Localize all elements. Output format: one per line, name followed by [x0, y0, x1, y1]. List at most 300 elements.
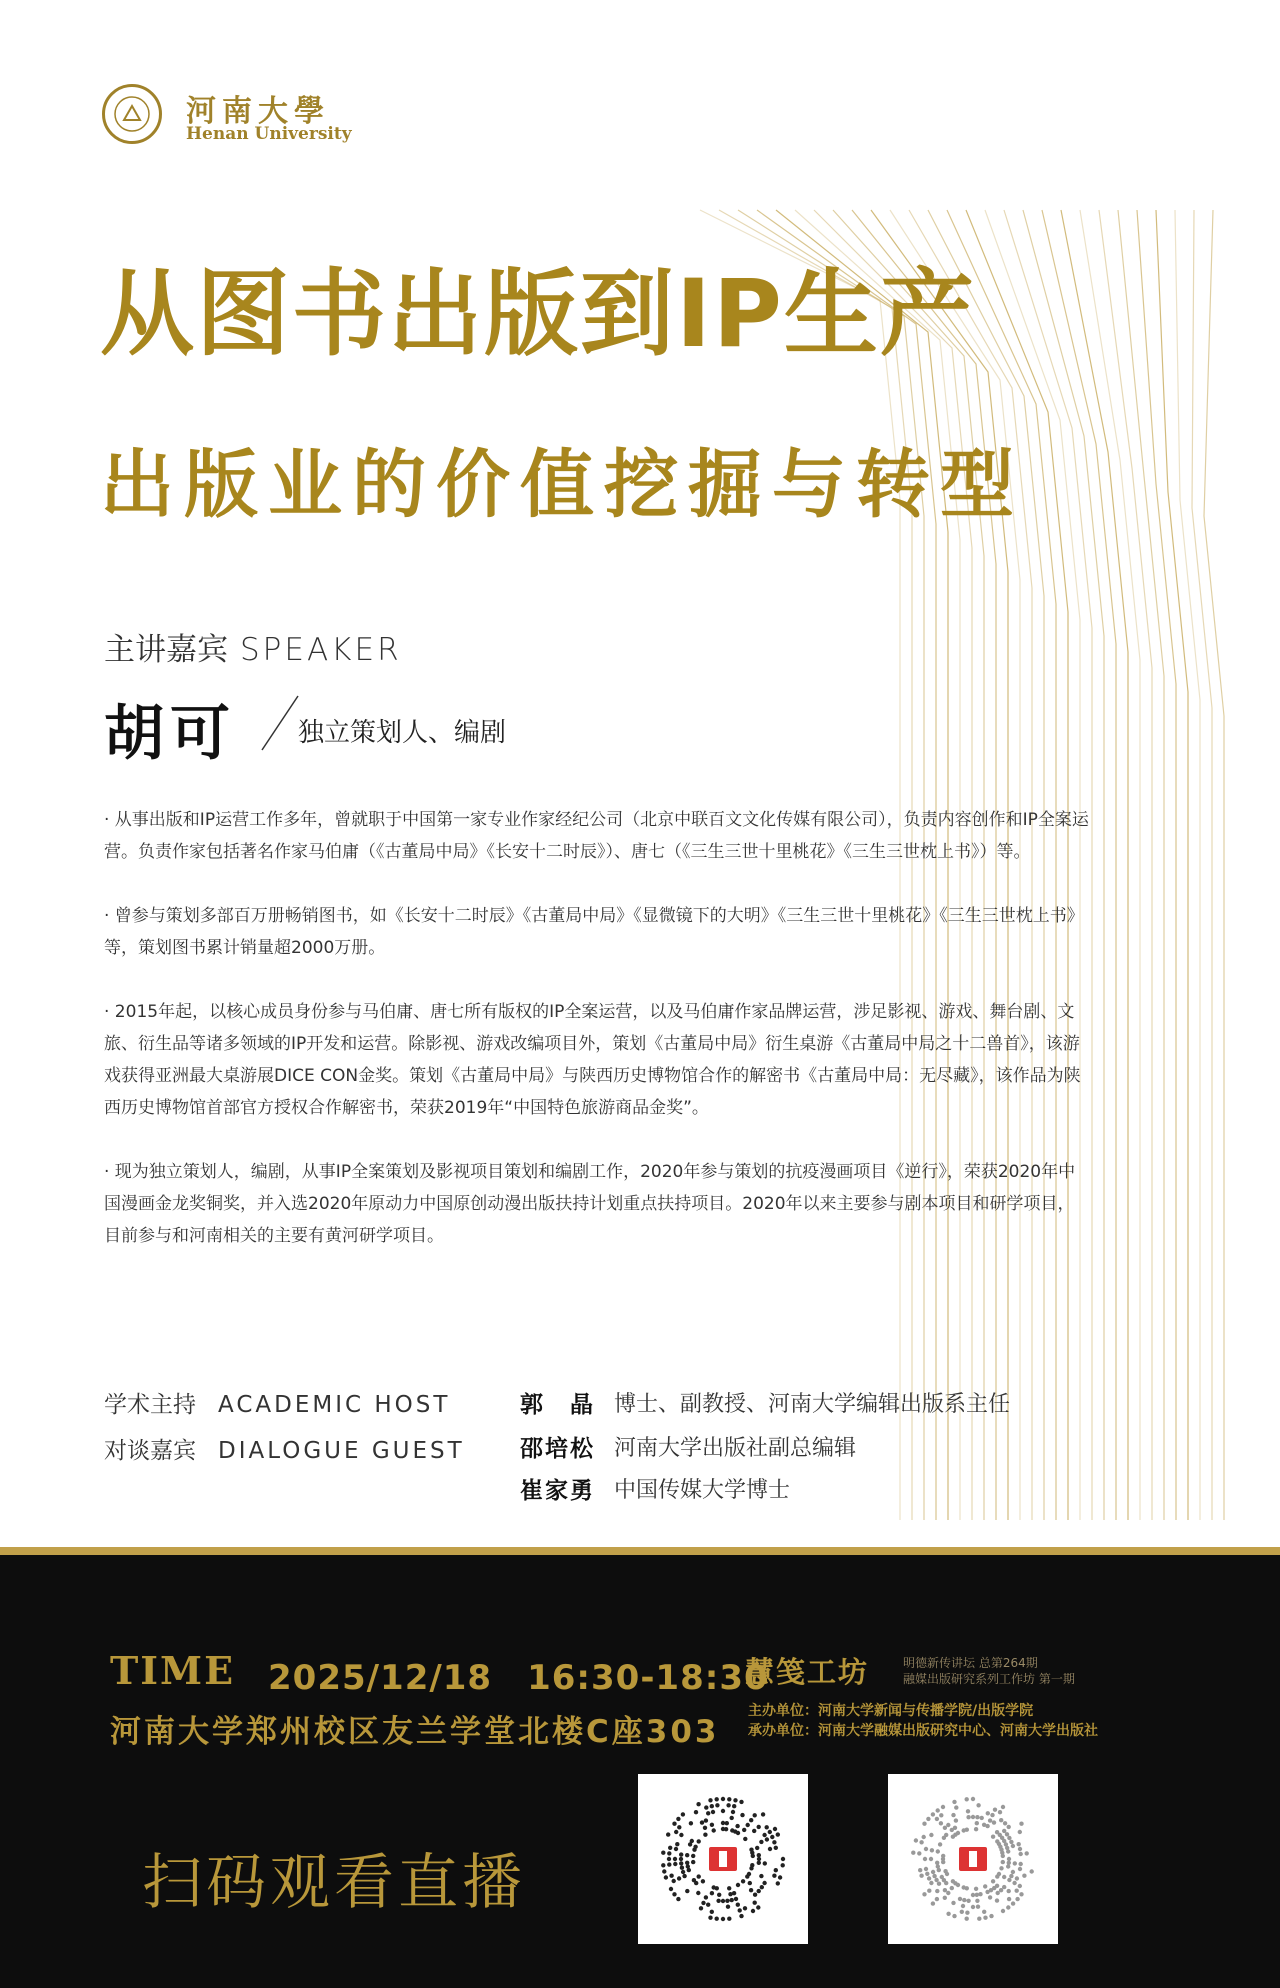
qr-dot [924, 1867, 928, 1871]
qr-dot [999, 1888, 1003, 1892]
qr-dot [941, 1854, 945, 1858]
qr-dot [943, 1826, 947, 1830]
guest-name: 崔家勇 [520, 1478, 595, 1504]
deco-line [1099, 210, 1152, 1520]
page-subtitle: 出版业的价值挖掘与转型 [100, 442, 1024, 528]
academic-host-label [104, 1386, 450, 1419]
qr-dot [1007, 1836, 1011, 1840]
qr-dot [983, 1916, 987, 1920]
qr-code-wechat[interactable] [638, 1774, 808, 1944]
qr-dot [980, 1816, 984, 1820]
qr-dot [726, 1905, 730, 1909]
qr-dot [753, 1901, 757, 1905]
qr-dot [712, 1885, 716, 1889]
qr-dot [936, 1864, 940, 1868]
qr-dot [770, 1835, 774, 1839]
qr-dot [1007, 1861, 1011, 1865]
qr-dot [1013, 1861, 1017, 1865]
qr-dot [736, 1903, 740, 1907]
qr-dot [667, 1851, 671, 1855]
qr-dot [740, 1813, 744, 1817]
qr-dot [944, 1833, 948, 1837]
qr-dot [1006, 1905, 1010, 1909]
qr-dot [672, 1822, 676, 1826]
guest-name: 邵培松 [520, 1436, 595, 1462]
qr-dot [768, 1847, 772, 1851]
qr-dot [946, 1912, 950, 1916]
qr-dot [914, 1838, 918, 1842]
event-time: 2025/12/18 16:30-18:30 [268, 1658, 769, 1698]
qr-dot [1002, 1829, 1006, 1833]
qr-dot [935, 1897, 939, 1901]
organizer-brand: 慧笺工坊 [745, 1655, 870, 1689]
qr-dot [751, 1854, 755, 1858]
qr-dot [711, 1810, 715, 1814]
qr-dot [954, 1805, 958, 1809]
qr-dot [965, 1828, 969, 1832]
qr-dot [919, 1874, 923, 1878]
qr-dot [951, 1813, 955, 1817]
qr-dot [943, 1869, 947, 1873]
qr-dot [965, 1911, 969, 1915]
qr-dot [1009, 1874, 1013, 1878]
qr-dot [1022, 1874, 1026, 1878]
qr-dot [730, 1898, 734, 1902]
qr-dot [1011, 1844, 1015, 1848]
qr-dot [692, 1878, 696, 1882]
qr-dot [749, 1866, 753, 1870]
qr-dot [974, 1827, 978, 1831]
host-organization: 主办单位：河南大学新闻与传播学院/出版学院 [748, 1703, 1034, 1719]
qr-dot [680, 1866, 684, 1870]
qr-dot [679, 1857, 683, 1861]
speaker-heading-en: SPEAKER [240, 632, 402, 668]
qr-dot [772, 1874, 776, 1878]
qr-dot [701, 1879, 705, 1883]
qr-dot [679, 1861, 683, 1865]
qr-dot [741, 1879, 745, 1883]
qr-dot [922, 1892, 926, 1896]
qr-dot [1017, 1842, 1021, 1846]
qr-dot [715, 1917, 719, 1921]
qr-dot [974, 1887, 978, 1891]
qr-dot [918, 1868, 922, 1872]
qr-dot [936, 1849, 940, 1853]
qr-dot [1001, 1854, 1005, 1858]
qr-dot [708, 1798, 712, 1802]
qr-dot [772, 1840, 776, 1844]
qr-dot [672, 1892, 676, 1896]
qr-dot [776, 1832, 780, 1836]
qr-dot [998, 1810, 1002, 1814]
qr-dot [736, 1831, 740, 1835]
qr-dot [1006, 1864, 1010, 1868]
qr-dot [929, 1857, 933, 1861]
qr-dot [753, 1813, 757, 1817]
qr-dot [778, 1875, 782, 1879]
deco-line [1204, 210, 1224, 1520]
qr-dot [694, 1810, 698, 1814]
qr-dot [943, 1888, 947, 1892]
qr-dot [999, 1866, 1003, 1870]
qr-dot [679, 1833, 683, 1837]
qr-code-icon [903, 1789, 1043, 1929]
qr-dot [716, 1899, 720, 1903]
qr-dot [975, 1899, 979, 1903]
qr-dot [946, 1823, 950, 1827]
qr-dot [757, 1853, 761, 1857]
qr-dot [988, 1818, 992, 1822]
qr-dot [1001, 1805, 1005, 1809]
qr-dot [699, 1906, 703, 1910]
qr-dot [676, 1817, 680, 1821]
qr-dot [676, 1897, 680, 1901]
qr-dot [717, 1893, 721, 1897]
qr-dot [757, 1825, 761, 1829]
qr-dot [931, 1812, 935, 1816]
qr-dot [924, 1847, 928, 1851]
qr-dot [693, 1845, 697, 1849]
qr-dot [727, 1886, 731, 1890]
qr-dot [765, 1825, 769, 1829]
qr-dot [675, 1842, 679, 1846]
qr-dot [956, 1831, 960, 1835]
qr-dot [715, 1797, 719, 1801]
qr-dot [721, 1797, 725, 1801]
qr-dot [1007, 1857, 1011, 1861]
qr-dot [703, 1833, 707, 1837]
dialogue-guest-label-en: DIALOGUE GUEST [218, 1438, 465, 1464]
qr-dot [765, 1837, 769, 1841]
qr-dot [991, 1835, 995, 1839]
qr-dot [1018, 1884, 1022, 1888]
qr-dot [743, 1837, 747, 1841]
qr-dot [965, 1797, 969, 1801]
logo-name-en: Henan University [186, 124, 352, 144]
qr-dot [739, 1800, 743, 1804]
qr-dot [703, 1826, 707, 1830]
qr-dot [697, 1839, 701, 1843]
qr-dot [756, 1905, 760, 1909]
qr-dot [938, 1842, 942, 1846]
qr-dot [661, 1863, 665, 1867]
qr-dot [932, 1874, 936, 1878]
qr-dot [781, 1863, 785, 1867]
qr-dot [668, 1846, 672, 1850]
deco-line [1137, 210, 1176, 1520]
qr-dot [971, 1893, 975, 1897]
qr-dot [681, 1812, 685, 1816]
qr-dot [952, 1914, 956, 1918]
qr-dot [917, 1851, 921, 1855]
qr-dot [1025, 1851, 1029, 1855]
qr-dot [958, 1897, 962, 1901]
qr-dot [768, 1830, 772, 1834]
qr-dot [935, 1817, 939, 1821]
series-line: 明德新传讲坛 总第264期 [903, 1656, 1038, 1670]
dialogue-guest-label-cn: 对谈嘉宾 [104, 1438, 196, 1464]
qr-dot [962, 1885, 966, 1889]
qr-dot [749, 1888, 753, 1892]
host-title: 博士、副教授、河南大学编辑出版系主任 [614, 1392, 1011, 1417]
qr-dot [1012, 1881, 1016, 1885]
university-seal-icon [102, 84, 162, 144]
qr-dot [691, 1860, 695, 1864]
logo-name-cn: 河南大學 [186, 94, 330, 129]
qr-dot [738, 1908, 742, 1912]
qr-dot [710, 1823, 714, 1827]
qr-dot [931, 1870, 935, 1874]
qr-dot [950, 1886, 954, 1890]
qr-dot [995, 1874, 999, 1878]
qr-code-icon [653, 1789, 793, 1929]
qr-dot [727, 1797, 731, 1801]
qr-dot [731, 1810, 735, 1814]
qr-dot [721, 1917, 725, 1921]
qr-dot [1019, 1892, 1023, 1896]
qr-dot [685, 1853, 689, 1857]
qr-dot [739, 1914, 743, 1918]
qr-dot [673, 1862, 677, 1866]
qr-dot [991, 1879, 995, 1883]
qr-dot [1011, 1870, 1015, 1874]
qr-dot [946, 1891, 950, 1895]
qr-dot [773, 1827, 777, 1831]
qr-dot [927, 1889, 931, 1893]
qr-dot [760, 1885, 764, 1889]
qr-dot [776, 1881, 780, 1885]
qr-dot [935, 1861, 939, 1865]
qr-dot [1007, 1897, 1011, 1901]
host-name: 郭 晶 [520, 1392, 595, 1418]
qr-dot [939, 1821, 943, 1825]
qr-dot [721, 1809, 725, 1813]
qr-dot [669, 1887, 673, 1891]
qr-dot [742, 1828, 746, 1832]
qr-dot [1019, 1822, 1023, 1826]
qr-dot [911, 1851, 915, 1855]
qr-dot [966, 1809, 970, 1813]
series-line: 融媒出版研究系列工作坊 第一期 [903, 1672, 1075, 1686]
qr-dot [943, 1896, 947, 1900]
qr-dot [975, 1893, 979, 1897]
qr-dot [934, 1878, 938, 1882]
qr-dot [666, 1832, 670, 1836]
qr-dot [753, 1893, 757, 1897]
qr-dot [682, 1874, 686, 1878]
qr-dot [951, 1901, 955, 1905]
qr-dot [732, 1804, 736, 1808]
qr-dot [724, 1827, 728, 1831]
qr-dot [940, 1875, 944, 1879]
qr-dot [667, 1857, 671, 1861]
qr-dot [975, 1815, 979, 1819]
qr-dot [952, 1800, 956, 1804]
qr-dot [715, 1803, 719, 1807]
qr-dot [748, 1881, 752, 1885]
qr-dot [674, 1830, 678, 1834]
qr-dot [762, 1881, 766, 1885]
qr-dot [701, 1901, 705, 1905]
qr-dot [730, 1816, 734, 1820]
qr-dot [774, 1846, 778, 1850]
qr-dot [774, 1868, 778, 1872]
deco-line [1156, 210, 1188, 1520]
qr-code-douyin[interactable] [888, 1774, 1058, 1944]
qr-dot [1009, 1840, 1013, 1844]
speaker-heading [104, 624, 402, 669]
academic-host-label-cn: 学术主持 [104, 1392, 196, 1418]
qr-dot [745, 1874, 749, 1878]
deco-line [1118, 210, 1164, 1520]
qr-dot [936, 1808, 940, 1812]
qr-dot [992, 1820, 996, 1824]
qr-dot [978, 1892, 982, 1896]
qr-dot [726, 1803, 730, 1807]
qr-dot [704, 1895, 708, 1899]
qr-dot [971, 1815, 975, 1819]
qr-dot [710, 1910, 714, 1914]
qr-dot [706, 1811, 710, 1815]
qr-dot [686, 1864, 690, 1868]
qr-dot [925, 1872, 929, 1876]
qr-dot [757, 1857, 761, 1861]
qr-dot [985, 1824, 989, 1828]
speaker-role: 独立策划人、编剧 [298, 718, 507, 748]
qr-dot [993, 1808, 997, 1812]
qr-dot [725, 1821, 729, 1825]
qr-dot [667, 1862, 671, 1866]
qr-dot [975, 1821, 979, 1825]
deco-line [1192, 210, 1212, 1520]
qr-dot [1018, 1847, 1022, 1851]
qr-dot [757, 1861, 761, 1865]
qr-dot [960, 1910, 964, 1914]
qr-dot [982, 1910, 986, 1914]
qr-dot [988, 1895, 992, 1899]
qr-dot [961, 1904, 965, 1908]
qr-dot [976, 1905, 980, 1909]
qr-dot [751, 1909, 755, 1913]
bio-paragraph: · 现为独立策划人，编剧，从事IP全案策划及影视项目策划和编剧工作，2020年参与策划的抗疫漫画项目《逆行》，荣获2020年中国漫画金龙奖铜奖，并入选2020年原动力中国原创动漫出版扶持计划重点扶持项目。2020年以来主要参与剧本项目和研学项目，目前参与和河南相关的主要有黄河研学项目。 [104, 1162, 1076, 1246]
qr-dot [662, 1869, 666, 1873]
qr-dot [1002, 1875, 1006, 1879]
qr-dot [962, 1898, 966, 1902]
qr-dot [746, 1823, 750, 1827]
guest-title: 河南大学出版社副总编辑 [614, 1436, 857, 1461]
qr-dot [995, 1898, 999, 1902]
time-label: TIME [110, 1648, 236, 1693]
qr-dot [953, 1826, 957, 1830]
qr-dot [965, 1917, 969, 1921]
qr-dot [935, 1889, 939, 1893]
qr-dot [721, 1899, 725, 1903]
qr-dot [922, 1835, 926, 1839]
qr-dot [929, 1881, 933, 1885]
qr-dot [677, 1876, 681, 1880]
qr-dot [919, 1840, 923, 1844]
qr-dot [752, 1829, 756, 1833]
qr-dot [728, 1892, 732, 1896]
qr-dot [966, 1815, 970, 1819]
qr-dot [983, 1884, 987, 1888]
scan-to-watch-text: 扫码观看直播 [142, 1848, 526, 1918]
qr-dot [1007, 1889, 1011, 1893]
qr-dot [700, 1820, 704, 1824]
qr-dot [990, 1813, 994, 1817]
qr-dot [1006, 1849, 1010, 1853]
gold-divider [0, 1547, 1280, 1555]
qr-dot [976, 1803, 980, 1807]
bio-paragraph: · 曾参与策划多部百万册畅销图书，如《长安十二时辰》《古董局中局》《显微镜下的大明》《三生三世十里桃花》《三生三世枕上书》等，策划图书累计销量超2000万册。 [104, 906, 1084, 958]
qr-dot [743, 1906, 747, 1910]
qr-dot [690, 1839, 694, 1843]
qr-dot [696, 1802, 700, 1806]
qr-dot [1005, 1832, 1009, 1836]
qr-dot [1002, 1885, 1006, 1889]
qr-dot [1011, 1901, 1015, 1905]
qr-dot [996, 1891, 1000, 1895]
qr-dot [966, 1899, 970, 1903]
qr-dot [704, 1805, 708, 1809]
qr-dot [727, 1917, 731, 1921]
guest-title: 中国传媒大学博士 [614, 1478, 791, 1503]
qr-dot [1018, 1830, 1022, 1834]
qr-dot [999, 1818, 1003, 1822]
qr-dot [1018, 1867, 1022, 1871]
event-venue: 河南大学郑州校区友兰学堂北楼C座303 [110, 1714, 720, 1750]
qr-dot [763, 1861, 767, 1865]
qr-dot [697, 1874, 701, 1878]
qr-dot [755, 1846, 759, 1850]
dialogue-guest-label [104, 1432, 465, 1465]
qr-dot [685, 1889, 689, 1893]
qr-dot [672, 1879, 676, 1883]
co-organization: 承办单位：河南大学融媒出版研究中心、河南大学出版社 [748, 1723, 1098, 1739]
qr-dot [734, 1897, 738, 1901]
qr-dot [986, 1811, 990, 1815]
qr-dot [926, 1817, 930, 1821]
qr-dot [691, 1854, 695, 1858]
qr-dot [1015, 1889, 1019, 1893]
qr-dot [721, 1821, 725, 1825]
qr-dot [922, 1822, 926, 1826]
speaker-heading-cn: 主讲嘉宾 [104, 632, 228, 668]
qr-dot [749, 1818, 753, 1822]
qr-dot [685, 1861, 689, 1865]
qr-dot [708, 1916, 712, 1920]
speaker-bio [104, 804, 1090, 1284]
qr-dot [971, 1905, 975, 1909]
qr-dot [673, 1857, 677, 1861]
qr-dot [725, 1899, 729, 1903]
qr-dot [759, 1874, 763, 1878]
qr-dot [923, 1857, 927, 1861]
qr-dot [931, 1901, 935, 1905]
qr-dot [971, 1797, 975, 1801]
qr-dot [951, 1879, 955, 1883]
qr-dot [669, 1874, 673, 1878]
qr-dot [762, 1833, 766, 1837]
qr-dot [937, 1882, 941, 1886]
qr-dot [930, 1848, 934, 1852]
academic-host-label-en: ACADEMIC HOST [218, 1392, 451, 1418]
qr-dot [677, 1825, 681, 1829]
qr-dot [1007, 1878, 1011, 1882]
qr-dot [664, 1875, 668, 1879]
qr-dot [757, 1889, 761, 1893]
qr-dot [704, 1818, 708, 1822]
